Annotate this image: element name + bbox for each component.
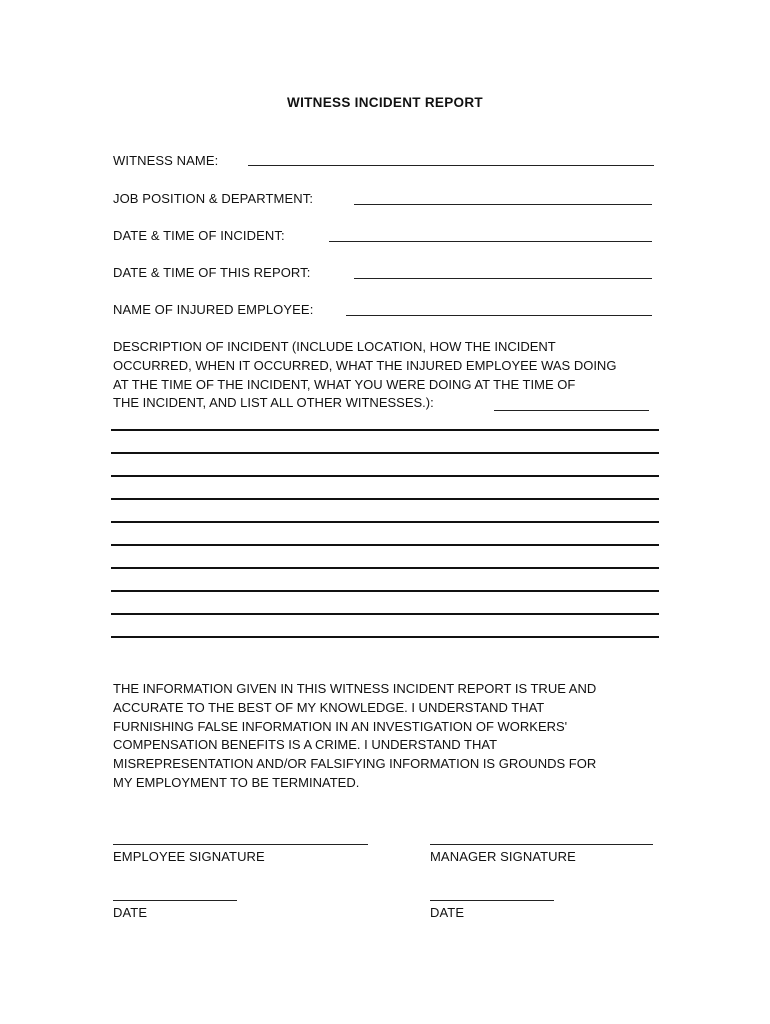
certification-statement [113,680,596,793]
injured-employee-field[interactable] [346,315,652,316]
job-position-field[interactable] [354,204,652,205]
witness-name-label: WITNESS NAME: [113,153,219,168]
incident-datetime-field[interactable] [329,241,652,242]
description-line-input[interactable] [111,590,659,592]
description-line-input[interactable] [111,452,659,454]
description-line: AT THE TIME OF THE INCIDENT, WHAT YOU WERE DOING AT THE TIME OF [113,376,576,392]
manager-date-label: DATE [430,905,465,920]
description-inline-field[interactable] [494,410,649,411]
description-line-input[interactable] [111,498,659,500]
description-line: DESCRIPTION OF INCIDENT (INCLUDE LOCATION, HOW THE INCIDENT [113,339,556,354]
manager-signature-label: MANAGER SIGNATURE [430,849,576,864]
statement-line: FURNISHING FALSE INFORMATION IN AN INVESTIGATION OF WORKERS' [113,718,568,734]
manager-signature-field[interactable] [430,844,653,845]
description-line-input[interactable] [111,636,659,638]
job-position-label: JOB POSITION & DEPARTMENT: [113,191,314,206]
description-line: THE INCIDENT, AND LIST ALL OTHER WITNESSES.): [113,395,434,411]
document-title: WITNESS INCIDENT REPORT [287,95,483,110]
description-line: OCCURRED, WHEN IT OCCURRED, WHAT THE INJURED EMPLOYEE WAS DOING [113,357,617,373]
description-line-input[interactable] [111,613,659,615]
description-line-input[interactable] [111,429,659,431]
employee-signature-field[interactable] [113,844,368,845]
employee-signature-label: EMPLOYEE SIGNATURE [113,849,265,864]
description-line-input[interactable] [111,567,659,569]
injured-employee-label: NAME OF INJURED EMPLOYEE: [113,302,314,317]
witness-name-field[interactable] [248,165,654,166]
description-line-input[interactable] [111,475,659,477]
employee-date-field[interactable] [113,900,237,901]
employee-date-label: DATE [113,905,148,920]
manager-date-field[interactable] [430,900,554,901]
description-line-input[interactable] [111,521,659,523]
description-line-input[interactable] [111,544,659,546]
description-instructions [113,338,616,413]
report-datetime-field[interactable] [354,278,652,279]
incident-datetime-label: DATE & TIME OF INCIDENT: [113,228,285,243]
report-datetime-label: DATE & TIME OF THIS REPORT: [113,265,311,280]
statement-line: MY EMPLOYMENT TO BE TERMINATED. [113,774,360,790]
statement-line: MISREPRESENTATION AND/OR FALSIFYING INFORMATION IS GROUNDS FOR [113,756,597,772]
statement-line: THE INFORMATION GIVEN IN THIS WITNESS INCIDENT REPORT IS TRUE AND [113,681,597,696]
statement-line: ACCURATE TO THE BEST OF MY KNOWLEDGE. I UNDERSTAND THAT [113,699,545,715]
statement-line: COMPENSATION BENEFITS IS A CRIME. I UNDERSTAND THAT [113,737,498,753]
